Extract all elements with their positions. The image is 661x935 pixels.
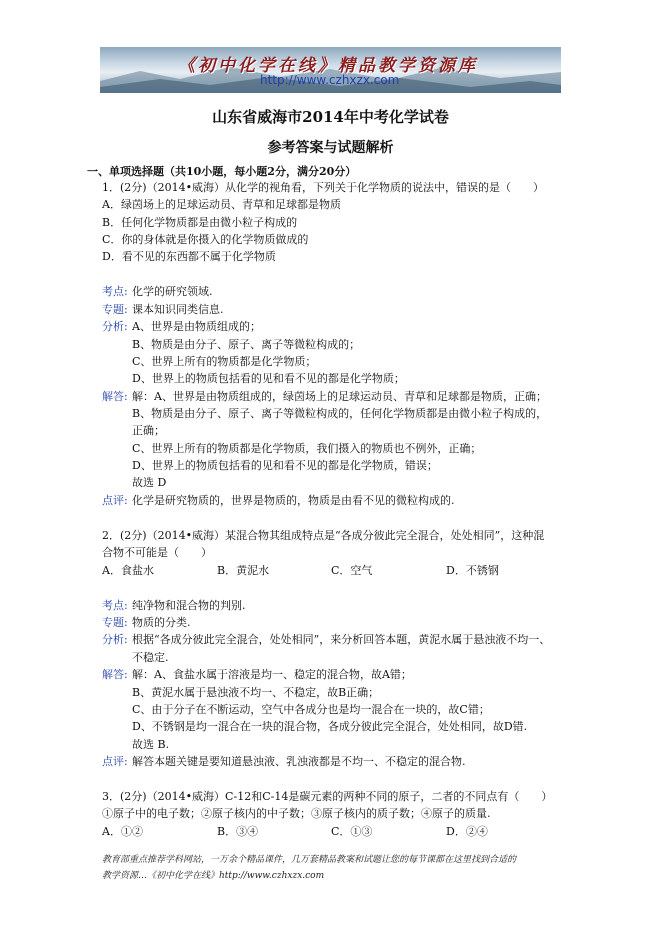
q2-jieda-4: D、不锈钢是均一混合在一块的混合物，各成分彼此完全混合，处处相同，故D错. [132, 720, 528, 733]
q2-jieda-label: 解答: [102, 668, 128, 681]
banner-url[interactable]: http://www.czhxzx.com [260, 73, 400, 87]
q2-stem-2: 合物不可能是（ ） [102, 546, 212, 559]
q2-option-b: B．黄泥水 [217, 564, 270, 577]
q2-option-d: D．不锈钢 [446, 564, 499, 577]
q2-jieda-5: 故选 B. [132, 738, 170, 751]
q2-kaodian-label: 考点: [102, 599, 128, 612]
q1-jieda-2: B、物质是由分子、原子、离子等微粒构成的，任何化学物质都是由微小粒子构成的， [132, 407, 548, 420]
q1-option-a: A．绿茵场上的足球运动员、青草和足球都是物质 [102, 198, 341, 211]
q1-option-c: C．你的身体就是你摄入的化学物质做成的 [102, 233, 309, 246]
q2-zhuanti: 物质的分类. [132, 616, 191, 629]
exam-subtitle: 参考答案与试题解析 [267, 140, 394, 156]
q2-kaodian: 纯净物和混合物的判别. [132, 599, 246, 612]
q1-dianping-label: 点评: [102, 494, 128, 507]
q1-fenxi-2: B、物质是由分子、原子、离子等微粒构成的； [132, 338, 361, 351]
q1-fenxi-1: A、世界是由物质组成的； [132, 320, 261, 333]
q2-fenxi-1: 根据“各成分彼此完全混合，处处相同”，来分析回答本题，黄泥水属于悬浊液不均一、 [132, 633, 551, 646]
q2-option-c: C．空气 [331, 564, 373, 577]
q1-option-b: B．任何化学物质都是由微小粒子构成的 [102, 216, 298, 229]
header-banner [100, 47, 561, 93]
q3-option-b: B．③④ [217, 825, 259, 838]
q1-stem: 1．(2分)（2014•威海）从化学的视角看，下列关于化学物质的说法中，错误的是（ ） [102, 181, 545, 194]
q1-jieda-4: C、世界上所有的物质都是化学物质，我们摄入的物质也不例外，正确； [132, 442, 482, 455]
q1-zhuanti: 课本知识同类信息. [132, 303, 224, 316]
q3-stem-1: 3．(2分)（2014•威海）C-12和C-14是碳元素的两种不同的原子，二者的不同点有（ ） [102, 790, 553, 803]
footer-line-2[interactable]: 教学资源…《初中化学在线》http://www.czhxzx.com [102, 871, 325, 881]
q1-jieda-6: 故选 D [132, 476, 167, 489]
banner-title: 《初中化学在线》精品教学资源库 [178, 56, 478, 76]
q1-option-d: D．看不见的东西都不属于化学物质 [102, 250, 276, 263]
q1-zhuanti-label: 专题: [102, 303, 128, 316]
q1-jieda-3: 正确； [132, 424, 165, 437]
section-heading: 一、单项选择题（共10小题，每小题2分，满分20分） [87, 165, 357, 178]
q2-fenxi-label: 分析: [102, 633, 128, 646]
q2-jieda-1: 解：A、食盐水属于溶液是均一、稳定的混合物，故A错； [132, 668, 412, 681]
q2-jieda-2: B、黄泥水属于悬浊液不均一、不稳定，故B正确； [132, 686, 380, 699]
q2-option-a: A．食盐水 [102, 564, 154, 577]
q2-dianping-label: 点评: [102, 755, 128, 768]
q2-fenxi-2: 不稳定. [132, 651, 169, 664]
footer-line-1: 教育部重点推荐学科网站，一万余个精品课件，几万套精品教案和试题让您的每节课都在这里找到合适的 [102, 855, 517, 865]
exam-title: 山东省威海市2014年中考化学试卷 [212, 108, 449, 126]
q2-zhuanti-label: 专题: [102, 616, 128, 629]
q2-dianping: 解答本题关键是要知道悬浊液、乳浊液都是不均一、不稳定的混合物. [132, 755, 466, 768]
q1-kaodian-label: 考点: [102, 285, 128, 298]
q1-dianping: 化学是研究物质的，世界是物质的，物质是由看不见的微粒构成的. [132, 494, 455, 507]
q3-option-a: A．①② [102, 825, 143, 838]
q1-kaodian: 化学的研究领域. [132, 285, 213, 298]
q1-jieda-5: D、世界上的物质包括看的见和看不见的都是化学物质，错误； [132, 459, 438, 472]
q1-jieda-label: 解答: [102, 390, 128, 403]
q2-stem-1: 2．(2分)（2014•威海）某混合物其组成特点是“各成分彼此完全混合，处处相同”，这种混 [102, 529, 545, 542]
q1-jieda-1: 解：A、世界是由物质组成的，绿茵场上的足球运动员、青草和足球都是物质，正确； [132, 390, 547, 403]
q3-option-d: D．②④ [446, 825, 488, 838]
q2-jieda-3: C、由于分子在不断运动，空气中各成分也是均一混合在一块的，故C错； [132, 703, 490, 716]
q1-fenxi-label: 分析: [102, 320, 128, 333]
q3-stem-2: ①原子中的电子数；②原子核内的中子数；③原子核内的质子数；④原子的质量. [102, 807, 491, 820]
q1-fenxi-3: C、世界上所有的物质都是化学物质； [132, 355, 317, 368]
q3-option-c: C．①③ [331, 825, 373, 838]
q1-fenxi-4: D、世界上的物质包括看的见和看不见的都是化学物质； [132, 372, 405, 385]
